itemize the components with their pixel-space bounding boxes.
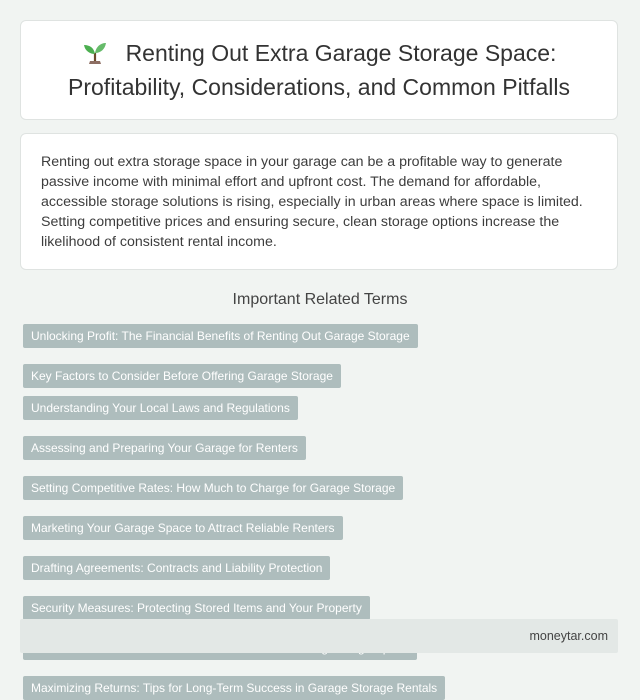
seedling-icon — [82, 41, 108, 72]
footer-site-name[interactable]: moneytar.com — [529, 629, 608, 643]
term-tag[interactable]: Assessing and Preparing Your Garage for Renters — [23, 436, 306, 460]
page-title-text: Renting Out Extra Garage Storage Space: Profitability, Considerations, and Common Pitfalls — [68, 40, 570, 100]
term-tag[interactable]: Marketing Your Garage Space to Attract Reliable Renters — [23, 516, 343, 540]
term-tag[interactable]: Drafting Agreements: Contracts and Liability Protection — [23, 556, 330, 580]
term-tag[interactable]: Maximizing Returns: Tips for Long-Term Success in Garage Storage Rentals — [23, 676, 445, 700]
title-card — [20, 20, 618, 120]
page-title — [39, 38, 599, 102]
term-tag[interactable]: Key Factors to Consider Before Offering Garage Storage — [23, 364, 341, 388]
term-tag[interactable]: Security Measures: Protecting Stored Items and Your Property — [23, 596, 370, 620]
term-tag[interactable]: Unlocking Profit: The Financial Benefits of Renting Out Garage Storage — [23, 324, 418, 348]
intro-card — [20, 133, 618, 270]
footer — [20, 619, 618, 653]
term-tag[interactable]: Understanding Your Local Laws and Regulations — [23, 396, 298, 420]
term-tag[interactable]: Setting Competitive Rates: How Much to Charge for Garage Storage — [23, 476, 403, 500]
intro-paragraph: Renting out extra storage space in your garage can be a profitable way to generate passive income with minimal effort and upfront cost. The demand for affordable, accessible storage solutions is rising, especially in urban areas where space is limited. Setting competitive prices and ensuring secure, clean storage options increase the likelihood of consistent rental income. — [41, 154, 583, 250]
related-terms-heading: Important Related Terms — [232, 291, 408, 308]
